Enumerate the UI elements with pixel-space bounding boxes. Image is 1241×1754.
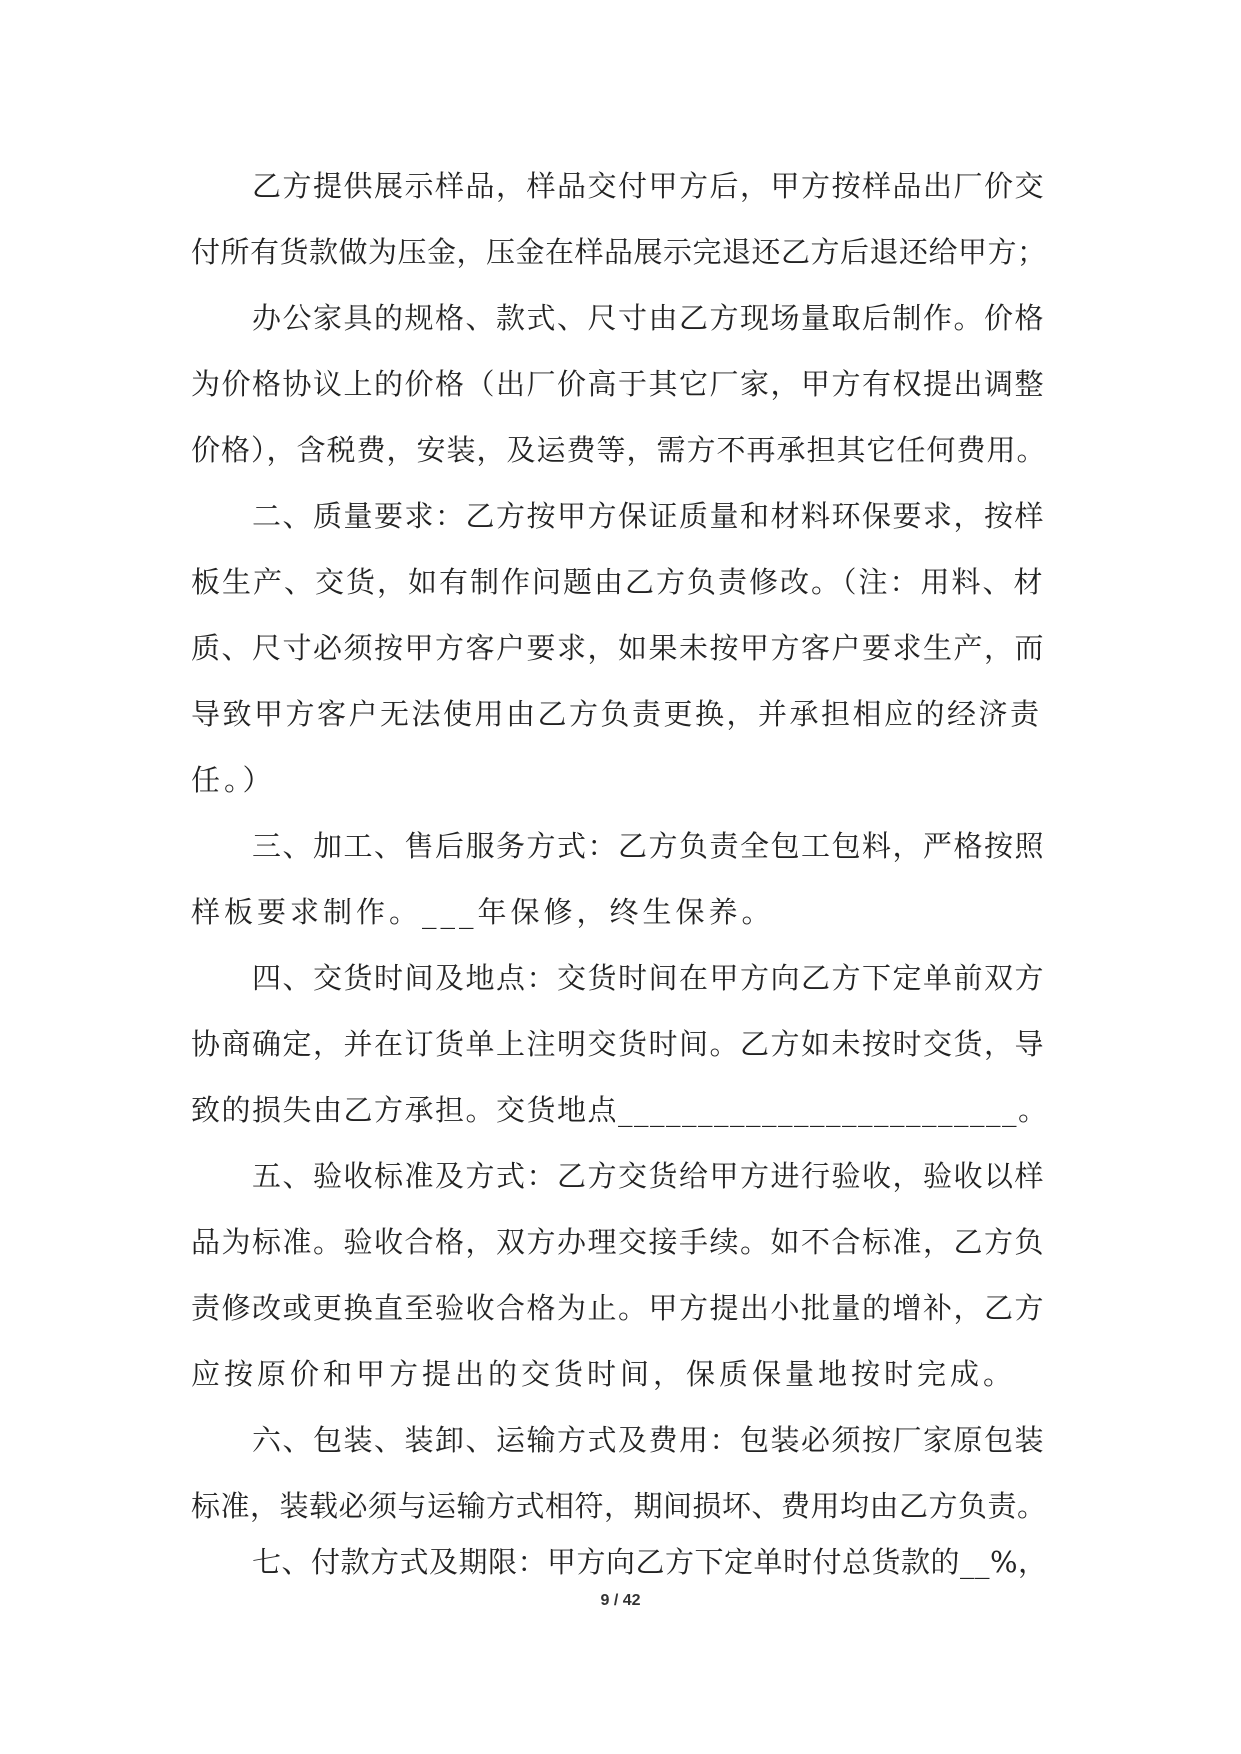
text-line: 品为标准。验收合格，双方办理交接手续。如不合标准，乙方负 [191, 1225, 1046, 1259]
text-line: 标准，装载必须与运输方式相符，期间损坏、费用均由乙方负责。 [191, 1489, 1047, 1523]
text-line: 办公家具的规格、款式、尺寸由乙方现场量取后制作。价格 [252, 301, 1046, 335]
text-line: 二、质量要求：乙方按甲方保证质量和材料环保要求，按样 [252, 499, 1046, 533]
text-line: 责修改或更换直至验收合格为止。甲方提出小批量的增补，乙方 [191, 1291, 1046, 1325]
text-line: 质、尺寸必须按甲方客户要求，如果未按甲方客户要求生产，而 [191, 631, 1046, 665]
text-line: 价格），含税费，安装，及运费等，需方不再承担其它任何费用。 [191, 433, 1047, 467]
text-line: 付所有货款做为压金，压金在样品展示完退还乙方后退还给甲方； [191, 235, 1047, 269]
text-line: 四、交货时间及地点：交货时间在甲方向乙方下定单前双方 [252, 961, 1046, 995]
text-line: 三、加工、售后服务方式：乙方负责全包工包料，严格按照 [252, 829, 1046, 863]
text-line: 七、付款方式及期限：甲方向乙方下定单时付总货款的__%， [252, 1545, 1048, 1579]
page-number: 9 / 42 [600, 1592, 641, 1609]
text-line: 任。） [191, 763, 276, 797]
text-line: 板生产、交货，如有制作问题由乙方负责修改。（注：用料、材 [191, 565, 1045, 599]
text-line: 协商确定，并在订货单上注明交货时间。乙方如未按时交货，导 [191, 1027, 1046, 1061]
text-line: 致的损失由乙方承担。交货地点_________________________。 [191, 1093, 1049, 1127]
text-line: 样板要求制作。___年保修，终生保养。 [191, 895, 775, 929]
text-line: 为价格协议上的价格（出厂价高于其它厂家，甲方有权提出调整 [191, 367, 1046, 401]
text-line: 导致甲方客户无法使用由乙方负责更换，并承担相应的经济责 [191, 697, 1042, 731]
text-line: 乙方提供展示样品，样品交付甲方后，甲方按样品出厂价交 [252, 169, 1046, 203]
text-line: 应按原价和甲方提出的交货时间，保质保量地按时完成。 [191, 1357, 1017, 1391]
text-line: 五、验收标准及方式：乙方交货给甲方进行验收，验收以样 [252, 1159, 1046, 1193]
text-line: 六、包装、装卸、运输方式及费用：包装必须按厂家原包装 [252, 1423, 1046, 1457]
